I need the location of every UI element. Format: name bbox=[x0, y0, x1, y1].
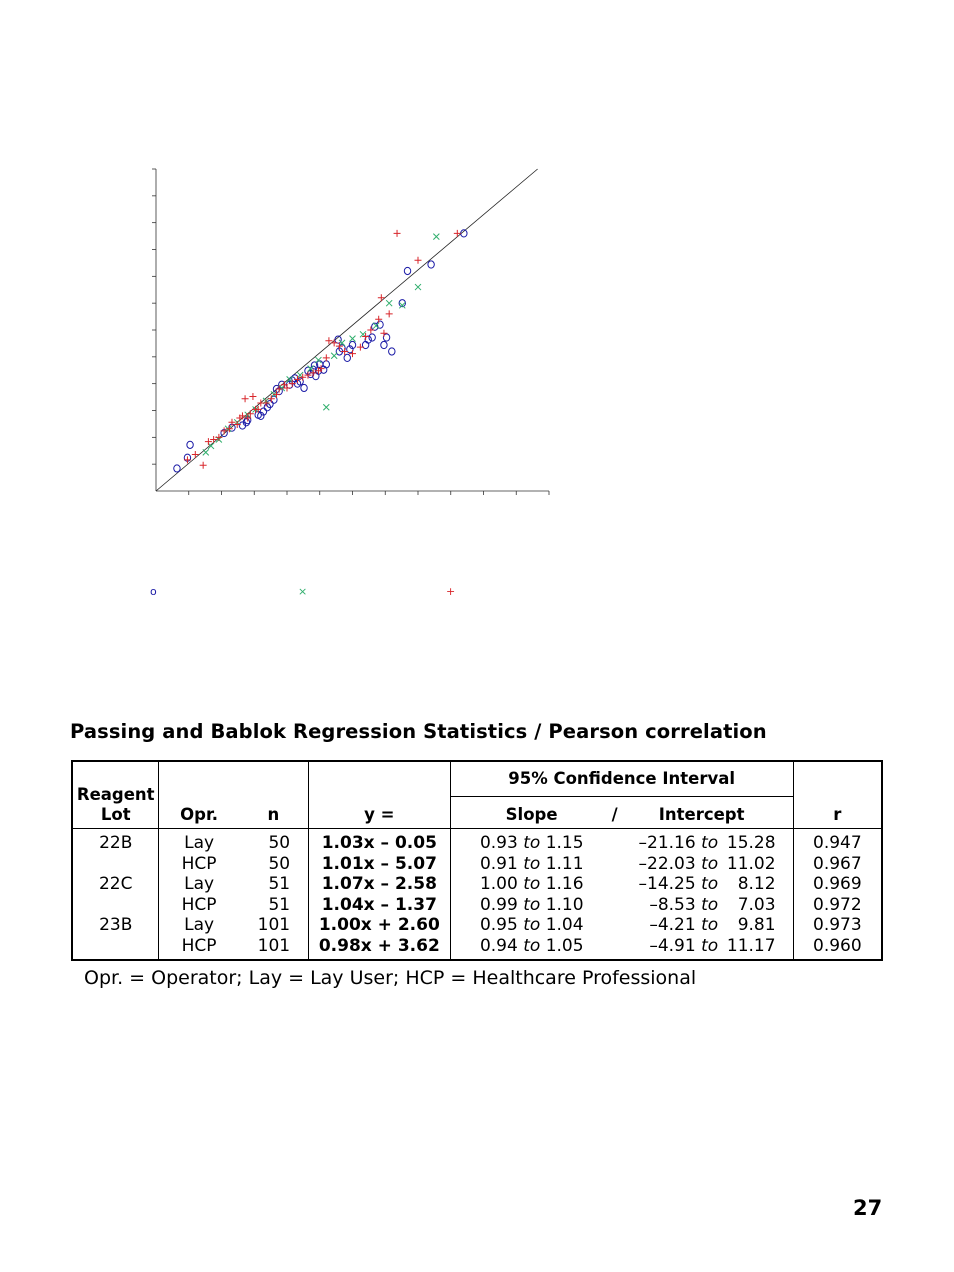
table-row bbox=[72, 895, 882, 916]
cell-opr: HCP bbox=[159, 895, 239, 916]
data-point-cross bbox=[203, 449, 209, 455]
cell-n: 50 bbox=[268, 853, 291, 874]
slope-range: 0.93 to 1.15 bbox=[479, 833, 584, 853]
cell-r: 0.967 bbox=[793, 854, 882, 875]
cell-opr: Lay bbox=[159, 915, 239, 936]
data-point-cross bbox=[415, 284, 421, 290]
slope-range: 0.95 to 1.04 bbox=[479, 915, 584, 935]
table-row bbox=[72, 915, 882, 936]
data-point-plus bbox=[200, 462, 207, 469]
data-point-circle bbox=[389, 348, 395, 355]
cell-opr: Lay bbox=[159, 829, 239, 854]
data-point-plus bbox=[454, 230, 461, 237]
data-point-circle bbox=[428, 261, 434, 268]
data-point-circle bbox=[344, 354, 350, 361]
intercept-range: –21.16 to 15.28 bbox=[638, 833, 776, 853]
cell-opr: Lay bbox=[159, 874, 239, 895]
data-point-circle bbox=[404, 267, 410, 274]
cell-r: 0.973 bbox=[793, 915, 882, 936]
header-y-equation: y = bbox=[309, 761, 450, 829]
footnote: Opr. = Operator; Lay = Lay User; HCP = Healthcare Professional bbox=[84, 967, 697, 989]
data-point-circle bbox=[301, 384, 307, 391]
data-point-plus bbox=[394, 230, 401, 237]
intercept-range: –4.21 to 9.81 bbox=[649, 915, 776, 935]
page-number: 27 bbox=[853, 1196, 883, 1220]
legend-marker-cross: × bbox=[298, 585, 308, 598]
header-n: n bbox=[239, 761, 309, 829]
data-point-cross bbox=[331, 353, 337, 359]
cell-equation: 1.04x – 1.37 bbox=[309, 895, 450, 916]
table-row bbox=[72, 874, 882, 895]
data-point-cross bbox=[350, 336, 356, 342]
data-point-cross bbox=[315, 357, 321, 363]
header-reagent-lot: Reagent Lot bbox=[72, 761, 159, 829]
data-point-plus bbox=[192, 451, 199, 458]
cell-confidence-interval bbox=[450, 874, 793, 895]
slope-range: 1.00 to 1.16 bbox=[479, 874, 584, 894]
cell-lot: 23B bbox=[99, 915, 133, 935]
cell-confidence-interval bbox=[450, 895, 793, 916]
section-title: Passing and Bablok Regression Statistics / Pearson correlation bbox=[70, 720, 767, 743]
data-point-circle bbox=[381, 341, 387, 348]
header-slope-intercept: Slope / Intercept bbox=[450, 797, 793, 829]
data-point-plus bbox=[380, 330, 387, 337]
cell-equation: 1.01x – 5.07 bbox=[309, 854, 450, 875]
data-point-circle bbox=[174, 465, 180, 472]
cell-n: 101 bbox=[257, 935, 291, 956]
cell-confidence-interval bbox=[450, 829, 793, 854]
cell-n: 50 bbox=[268, 833, 291, 853]
data-point-cross bbox=[433, 234, 439, 240]
cell-r: 0.969 bbox=[793, 874, 882, 895]
data-point-plus bbox=[415, 257, 422, 264]
data-point-plus bbox=[323, 354, 330, 361]
cell-opr: HCP bbox=[159, 854, 239, 875]
cell-r: 0.947 bbox=[793, 829, 882, 854]
cell-equation: 1.07x – 2.58 bbox=[309, 874, 450, 895]
cell-confidence-interval bbox=[450, 854, 793, 875]
regression-statistics-table bbox=[71, 760, 883, 961]
header-opr: Opr. bbox=[159, 761, 239, 829]
cell-equation: 0.98x + 3.62 bbox=[309, 936, 450, 961]
header-r: r bbox=[793, 761, 882, 829]
cell-lot bbox=[72, 936, 159, 961]
slope-range: 0.99 to 1.10 bbox=[479, 894, 584, 915]
data-point-cross bbox=[399, 302, 405, 308]
data-point-cross bbox=[386, 300, 392, 306]
data-point-plus bbox=[386, 310, 393, 317]
intercept-range: –4.91 to 11.17 bbox=[649, 935, 776, 956]
cell-confidence-interval bbox=[450, 936, 793, 961]
slope-range: 0.91 to 1.11 bbox=[479, 853, 584, 874]
data-point-circle bbox=[369, 334, 375, 341]
data-point-plus bbox=[378, 294, 385, 301]
table-row bbox=[72, 936, 882, 961]
table-row bbox=[72, 854, 882, 875]
data-point-plus bbox=[249, 393, 256, 400]
header-confidence-interval: 95% Confidence Interval bbox=[450, 761, 793, 797]
cell-r: 0.960 bbox=[793, 936, 882, 961]
cell-lot bbox=[72, 854, 159, 875]
intercept-range: –8.53 to 7.03 bbox=[649, 894, 776, 915]
cell-n: 101 bbox=[257, 915, 291, 935]
cell-lot: 22C bbox=[98, 874, 133, 894]
series-lot-23B bbox=[184, 230, 461, 469]
slope-range: 0.94 to 1.05 bbox=[479, 935, 584, 956]
cell-equation: 1.00x + 2.60 bbox=[309, 915, 450, 936]
legend-marker-plus: + bbox=[446, 585, 456, 598]
cell-confidence-interval bbox=[450, 915, 793, 936]
cell-n: 51 bbox=[268, 874, 291, 894]
intercept-range: –14.25 to 8.12 bbox=[638, 874, 776, 894]
cell-r: 0.972 bbox=[793, 895, 882, 916]
data-point-plus bbox=[367, 327, 374, 334]
cell-equation: 1.03x – 0.05 bbox=[309, 829, 450, 854]
legend-marker-circle: o bbox=[150, 585, 157, 598]
cell-n: 51 bbox=[268, 894, 291, 915]
data-point-circle bbox=[187, 441, 193, 448]
data-point-plus bbox=[242, 395, 249, 402]
cell-lot bbox=[72, 895, 159, 916]
cell-lot: 22B bbox=[99, 833, 133, 853]
table-header-row-1 bbox=[72, 761, 882, 797]
data-point-plus bbox=[375, 316, 382, 323]
table-row bbox=[72, 829, 882, 854]
data-point-cross bbox=[323, 404, 329, 410]
method-comparison-scatter-plot bbox=[140, 160, 560, 505]
table-body bbox=[72, 829, 882, 961]
cell-opr: HCP bbox=[159, 936, 239, 961]
intercept-range: –22.03 to 11.02 bbox=[638, 853, 776, 874]
